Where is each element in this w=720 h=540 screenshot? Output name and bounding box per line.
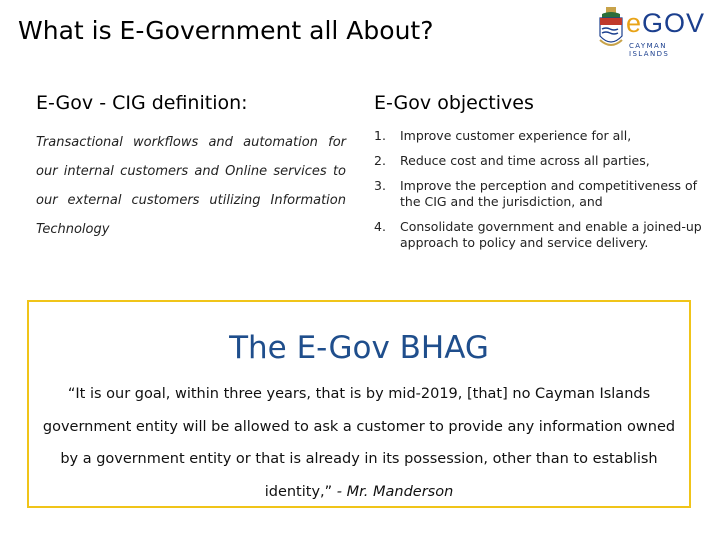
bhag-attribution: - Mr. Manderson	[336, 483, 454, 500]
bhag-title: The E-Gov BHAG	[229, 330, 489, 366]
list-item: 3. Improve the perception and competitiveness of the CIG and the jurisdiction, and	[374, 178, 698, 209]
logo-subtitle: CAYMAN ISLANDS	[629, 42, 670, 58]
cayman-crest-icon	[596, 6, 626, 54]
definition-section	[36, 92, 346, 244]
page-title: What is E-Government all About?	[18, 16, 434, 45]
egov-logo	[596, 6, 708, 56]
objectives-list	[374, 128, 704, 251]
list-item: 2. Reduce cost and time across all parties,	[374, 153, 650, 168]
bhag-box	[27, 300, 691, 508]
list-item: 4. Consolidate government and enable a joined-up approach to policy and service delivery.	[374, 219, 702, 250]
definition-heading: E-Gov - CIG definition:	[36, 92, 248, 114]
egov-wordmark: eGOV	[626, 8, 706, 38]
list-item: 1. Improve customer experience for all,	[374, 128, 632, 143]
objectives-heading: E-Gov objectives	[374, 92, 534, 114]
definition-text: Transactional workflows and automation for our internal customers and Online services to our external customers utilizing Information Technology	[36, 135, 346, 237]
objectives-section	[374, 92, 704, 260]
bhag-quote: “It is our goal, within three years, that is by mid-2019, [that] no Cayman Islands government entity will be allowed to ask a customer to provide any information owned by a government entity or that is already in its possession, other than to establish identity,” - Mr. Manderson	[42, 386, 676, 500]
